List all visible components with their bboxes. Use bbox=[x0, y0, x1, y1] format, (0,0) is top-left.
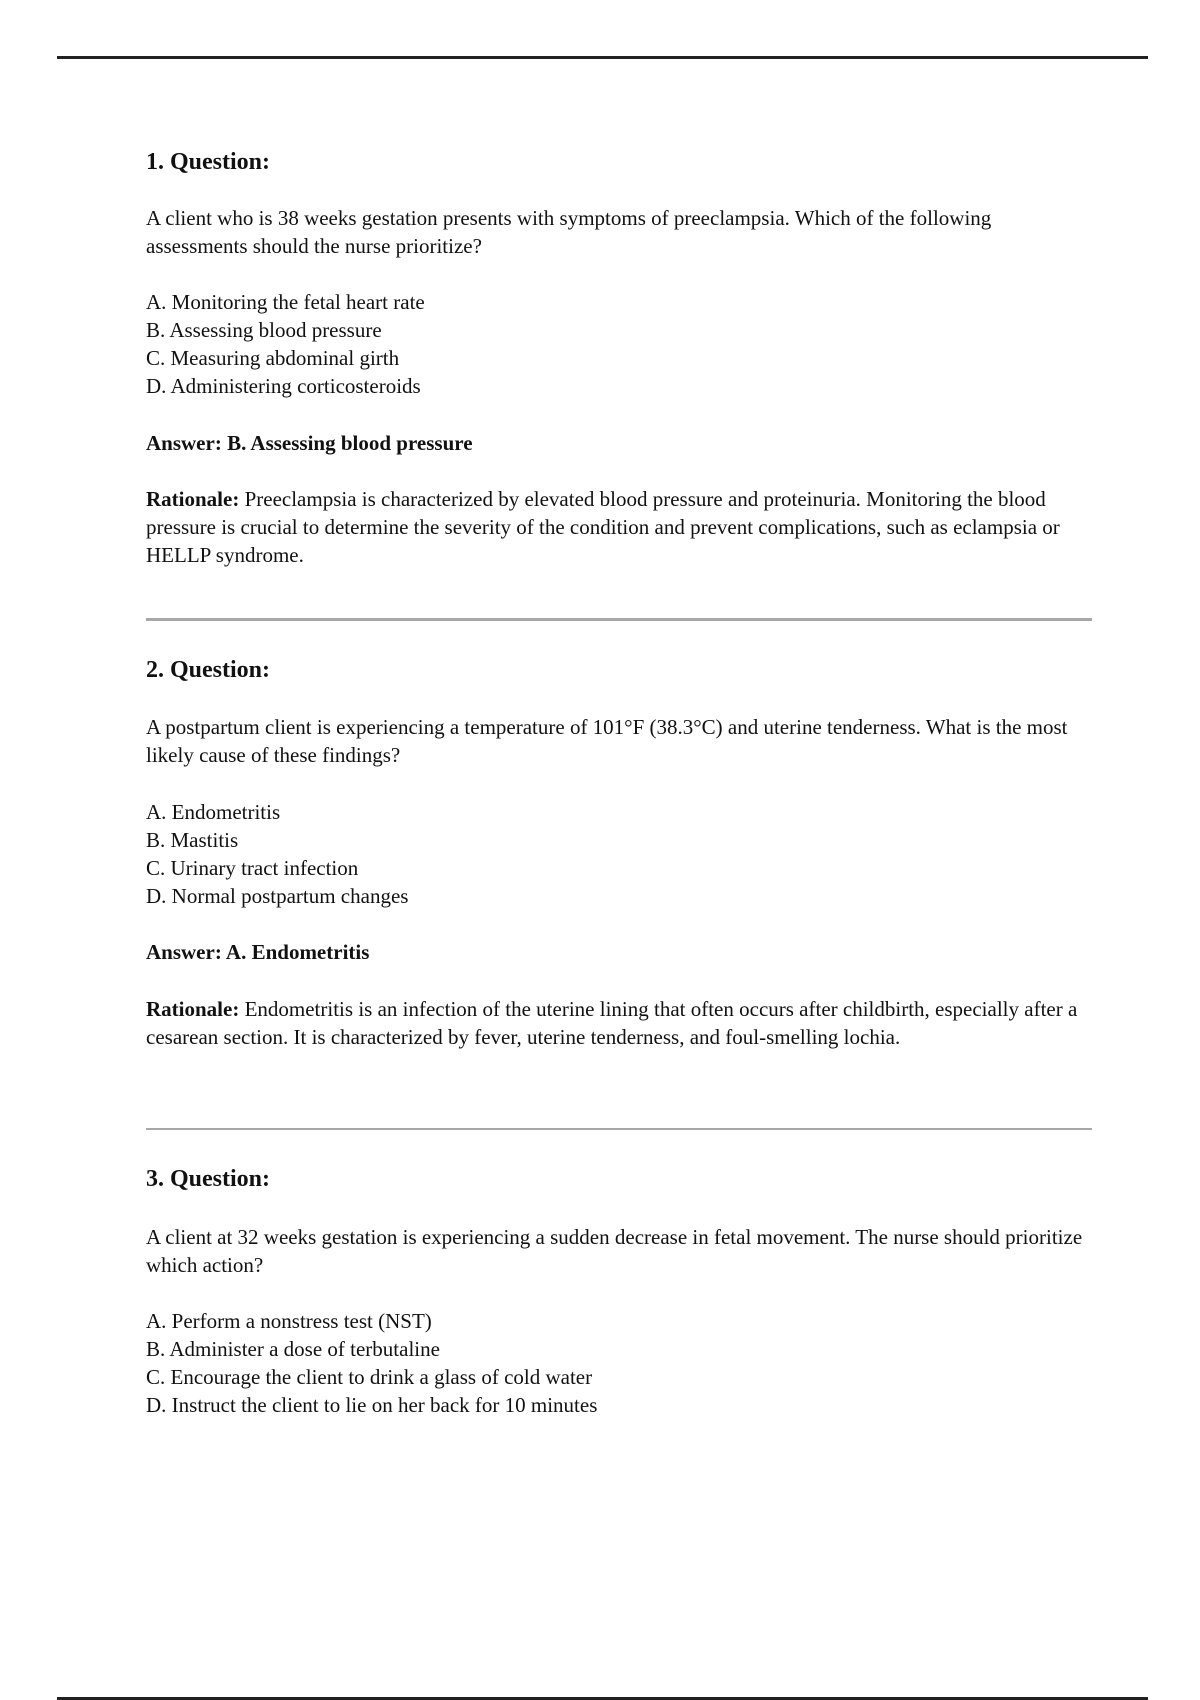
section-divider bbox=[146, 618, 1092, 621]
question-2-text: A postpartum client is experiencing a temperature of 101°F (38.3°C) and uterine tenderness. What is the most likely cause of these findings? bbox=[146, 715, 1068, 767]
option-b: B. Mastitis bbox=[146, 828, 239, 852]
question-2-options bbox=[146, 798, 1096, 910]
question-3-options bbox=[146, 1307, 1096, 1419]
rationale-text: Endometritis is an infection of the uterine lining that often occurs after childbirth, especially after a cesarean section. It is characterized by fever, uterine tenderness, and foul-smelling lochia. bbox=[146, 997, 1078, 1049]
section-divider bbox=[146, 1128, 1092, 1130]
rationale-text: Preeclampsia is characterized by elevated blood pressure and proteinuria. Monitoring the blood pressure is crucial to determine the severity of the condition and prevent complications, such as eclampsia or HELLP syndrome. bbox=[146, 487, 1060, 567]
question-2-answer: Answer: A. Endometritis bbox=[146, 940, 370, 964]
option-c: C. Measuring abdominal girth bbox=[146, 346, 400, 370]
question-3-heading: 3. Question: bbox=[146, 1166, 271, 1192]
option-c: C. Urinary tract infection bbox=[146, 856, 359, 880]
option-a: A. Monitoring the fetal heart rate bbox=[146, 290, 425, 314]
question-2-heading: 2. Question: bbox=[146, 657, 271, 683]
question-1-heading: 1. Question: bbox=[146, 149, 271, 175]
question-1-text: A client who is 38 weeks gestation presents with symptoms of preeclampsia. Which of the following assessments should the nurse prioritize? bbox=[146, 206, 992, 258]
question-2-rationale bbox=[146, 995, 1096, 1051]
question-1-options bbox=[146, 288, 1096, 400]
option-b: B. Administer a dose of terbutaline bbox=[146, 1337, 440, 1361]
question-3-text: A client at 32 weeks gestation is experiencing a sudden decrease in fetal movement. The nurse should prioritize which action? bbox=[146, 1225, 1083, 1277]
rationale-label: Rationale: bbox=[146, 487, 240, 511]
page-top-rule bbox=[57, 56, 1148, 59]
question-1-rationale bbox=[146, 485, 1096, 569]
option-d: D. Administering corticosteroids bbox=[146, 374, 421, 398]
option-c: C. Encourage the client to drink a glass of cold water bbox=[146, 1365, 593, 1389]
option-b: B. Assessing blood pressure bbox=[146, 318, 382, 342]
option-a: A. Endometritis bbox=[146, 800, 281, 824]
rationale-label: Rationale: bbox=[146, 997, 240, 1021]
question-1-answer: Answer: B. Assessing blood pressure bbox=[146, 431, 473, 455]
option-a: A. Perform a nonstress test (NST) bbox=[146, 1309, 432, 1333]
option-d: D. Instruct the client to lie on her back for 10 minutes bbox=[146, 1393, 598, 1417]
option-d: D. Normal postpartum changes bbox=[146, 884, 409, 908]
